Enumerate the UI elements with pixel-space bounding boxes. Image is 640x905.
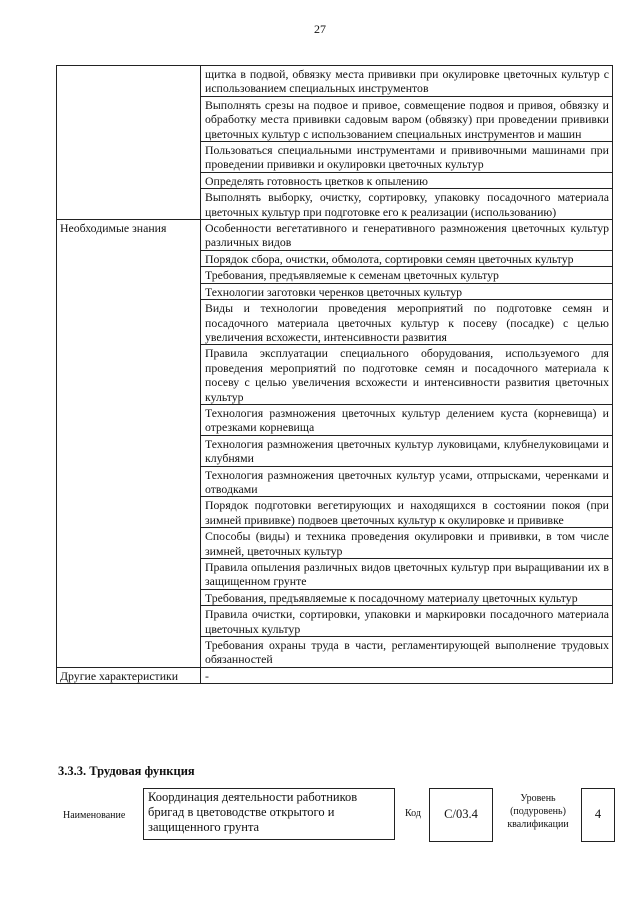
table-cell: Правила эксплуатации специального оборудования, используемого для проведения мероприятий по подготовке семян и посадочного материала к посеву с целью увеличения всхожести и интенсивности развития цветочных культур — [201, 345, 613, 405]
code-box: С/03.4 — [429, 788, 493, 842]
table-cell: Порядок сбора, очистки, обмолота, сортировки семян цветочных культур — [201, 250, 613, 266]
row-label — [57, 66, 201, 220]
table-cell: Порядок подготовки вегетирующих и находящихся в состоянии покоя (при зимней прививке) подвоев цветочных культур к окулировке и прививке — [201, 497, 613, 528]
level-box: 4 — [581, 788, 615, 842]
function-name-box: Координация деятельности работников бригад в цветоводстве открытого и защищенного грунта — [143, 788, 395, 840]
section-heading: 3.3.3. Трудовая функция — [58, 764, 195, 778]
row-label: Другие характеристики — [57, 667, 201, 683]
table-cell: Правила опыления различных видов цветочных культур при выращивании их в защищенном грунте — [201, 559, 613, 590]
table-row — [57, 667, 613, 683]
name-label: Наименование — [63, 810, 126, 821]
table-cell: Способы (виды) и техника проведения окулировки и прививки, в том числе зимней, цветочных культур — [201, 528, 613, 559]
table-cell: Особенности вегетативного и генеративного размножения цветочных культур различных видов — [201, 220, 613, 251]
table-cell: - — [201, 667, 613, 683]
table-cell: Технология размножения цветочных культур луковицами, клубнелуковицами и клубнями — [201, 435, 613, 466]
page-number: 27 — [314, 22, 326, 36]
table-cell: Технология размножения цветочных культур делением куста (корневища) и отрезками корневища — [201, 404, 613, 435]
table-cell: Пользоваться специальными инструментами и прививочными машинами при проведении прививки и окулировки цветочных культур — [201, 142, 613, 173]
table-cell: щитка в подвой, обвязку места прививки при окулировке цветочных культур с использованием специальных инструментов — [201, 66, 613, 97]
table-row — [57, 66, 613, 97]
table-cell: Требования охраны труда в части, регламентирующей выполнение трудовых обязанностей — [201, 637, 613, 668]
table-cell: Выполнять выборку, очистку, сортировку, упаковку посадочного материала цветочных культур при подготовке его к реализации (использованию) — [201, 189, 613, 220]
table-cell: Требования, предъявляемые к семенам цветочных культур — [201, 267, 613, 283]
table-cell: Технология размножения цветочных культур усами, отпрысками, черенками и отводками — [201, 466, 613, 497]
table-cell: Выполнять срезы на подвое и привое, совмещение подвоя и привоя, обвязку и обработку места прививки садовым варом (обвязку) при проведении прививки цветочных культур с использованием специальных инструментов и машин — [201, 96, 613, 141]
table-cell: Виды и технологии проведения мероприятий по подготовке семян и посадочного материала цветочных культур к посеву (посадке) с целью увеличения всхожести, интенсивности развития — [201, 300, 613, 345]
table-cell: Правила очистки, сортировки, упаковки и маркировки посадочного материала цветочных культур — [201, 606, 613, 637]
level-label: Уровень (подуровень) квалификации — [507, 793, 569, 830]
table-cell: Технологии заготовки черенков цветочных культур — [201, 283, 613, 299]
table-cell: Определять готовность цветков к опылению — [201, 172, 613, 188]
table-cell: Требования, предъявляемые к посадочному материалу цветочных культур — [201, 589, 613, 605]
requirements-table — [56, 65, 613, 684]
row-label: Необходимые знания — [57, 220, 201, 668]
table-row — [57, 220, 613, 251]
code-label: Код — [405, 808, 421, 819]
